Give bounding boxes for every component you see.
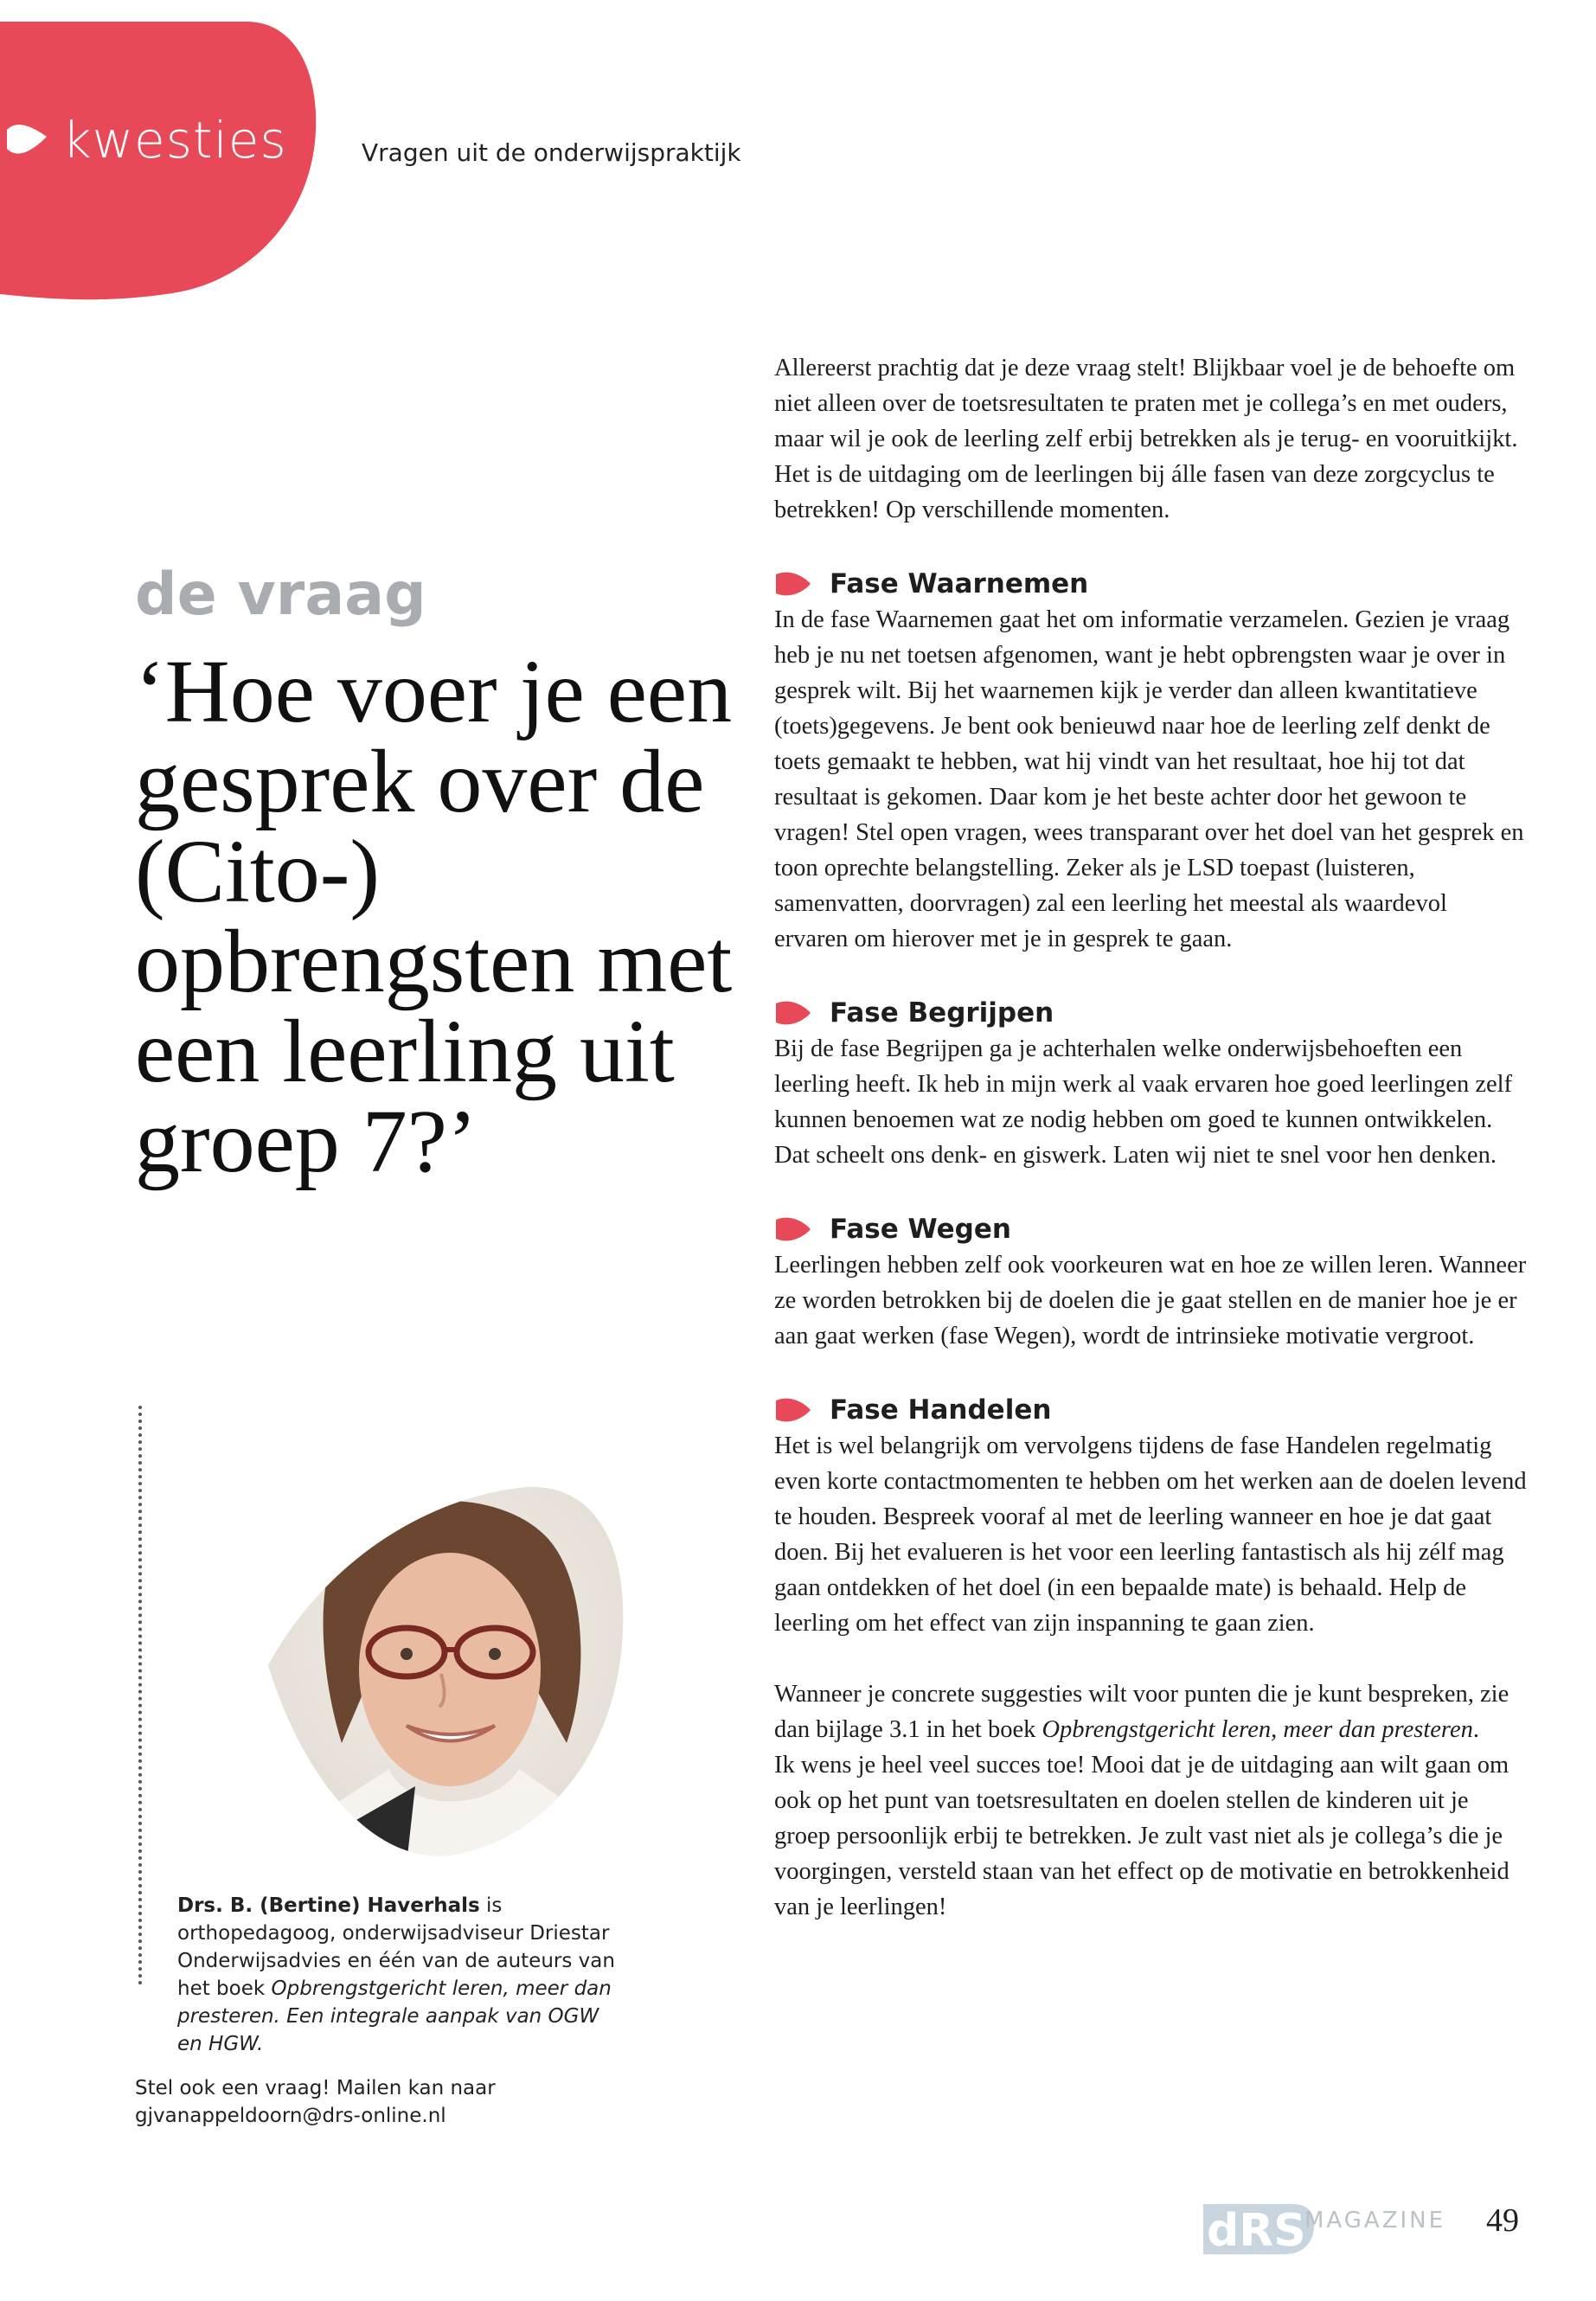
leaf-bullet-icon [776, 1397, 811, 1423]
phase-title: Fase Handelen [830, 1394, 1052, 1426]
portrait-photo [268, 1484, 631, 1864]
answer-closing [774, 1676, 1527, 1747]
phase-text: In de fase Waarnemen gaat het om informatie verzamelen. Gezien je vraag heb je nu net toetsen afgenomen, want je hebt opbrengsten waar je over in gesprek wilt. Bij het waarnemen kijk je verder dan alleen kwantitatieve (toets)gegevens. Je bent ook benieuwd naar hoe de leerling zelf denkt de toets gemaakt te hebben, wat hij vindt van het resultaat, hoe hij tot dat resultaat is gekomen. Daar kom je het beste achter door het gewoon te vragen! Stel open vragen, wees transparant over het doel van het gesprek en toon oprechte belangstelling. Zeker als je LSD toepast (luisteren, samenvatten, doorvragen) zal een leerling het meestal als waardevol ervaren om hierover met je in gesprek te gaan. [774, 606, 1524, 952]
dotted-divider [138, 1406, 142, 1985]
contact-text: Stel ook een vraag! Mailen kan naar [135, 2077, 496, 2099]
closing-end: . [1472, 1716, 1479, 1743]
phase-heading [774, 995, 1527, 1031]
author-name: Drs. B. (Bertine) Haverhals [177, 1894, 480, 1917]
phase-text: Het is wel belangrijk om vervolgens tijdens de fase Handelen regelmatig even korte contactmomenten te hebben om het werken aan de doelen levend te houden. Bespreek vooraf al met de leerling wanneer en hoe je dat gaat doen. Bij het evalueren is het voor een leerling fantastisch als hij zélf mag gaan ontdekken of het doel (in een bepaalde mate) is behaald. Help de leerling om het effect van zijn inspanning te gaan zien. [774, 1433, 1527, 1637]
contact-email[interactable]: gjvanappeldoorn@drs-online.nl [135, 2105, 446, 2127]
phase-title: Fase Wegen [830, 1214, 1011, 1245]
answer-intro-1: Allereerst prachtig dat je deze vraag stelt! Blijkbaar voel je de behoefte om niet alleen over de toetsresultaten te praten met je collega’s en met ouders, maar wil je ook de leerling zelf erbij betrekken als je terug- en vooruitkijkt. [774, 355, 1518, 452]
page-number: 49 [1486, 2202, 1519, 2239]
phase-title: Fase Begrijpen [830, 997, 1054, 1029]
author-bio-text: is orthopedagoog, onderwijsadviseur Driestar Onderwijsadvies en één van de auteurs van het boek [177, 1894, 615, 2000]
author-bio [177, 1892, 619, 2058]
phase-text: Bij de fase Begrijpen ga je achterhalen welke onderwijsbehoeften een leerling heeft. Ik heb in mijn werk al vaak ervaren hoe goed leerlingen zelf kunnen benoemen wat ze nodig hebben om goed te kunnen ontwikkelen. Dat scheelt ons denk- en giswerk. Laten wij niet te snel voor hen denken. [774, 1035, 1513, 1169]
logo-magazine-text: MAGAZINE [1304, 2208, 1446, 2234]
section-subtitle: Vragen uit de onderwijspraktijk [362, 138, 741, 167]
question-text: ‘Hoe voer je een gesprek over de (Cito-) opbrengsten met een leerling uit groep 7?’ [135, 642, 733, 1191]
question-label: de vraag [135, 561, 426, 629]
phase-heading [774, 566, 1527, 602]
logo-main-text: dRS [1207, 2205, 1306, 2257]
answer-final: Ik wens je heel veel succes toe! Mooi dat je de uitdaging aan wilt gaan om ook op het punt van toetsresultaten en doelen stellen de kinderen uit je groep persoonlijk erbij te betrekken. Je zult vast niet als je collega’s die je voorgingen, versteld staan van het effect op de motivatie en betrokkenheid van je leerlingen! [774, 1752, 1509, 1920]
author-book-title: Opbrengstgericht leren, meer dan presteren. Een integrale aanpak van OGW en HGW. [177, 1977, 612, 2055]
phase-heading [774, 1211, 1527, 1247]
phase-title: Fase Waarnemen [830, 568, 1089, 599]
leaf-bullet-icon [776, 571, 811, 597]
phase-text: Leerlingen hebben zelf ook voorkeuren wat en hoe ze willen leren. Wanneer ze worden betrokken bij de doelen die je gaat stellen en de manier hoe je er aan gaat werken (fase Wegen), wordt de intrinsieke motivatie vergroot. [774, 1252, 1527, 1349]
closing-text: Wanneer je concrete suggesties wilt voor punten die je kunt bespreken, zie dan bijlage 3.1 in het boek [774, 1681, 1509, 1743]
section-label: kwesties [62, 111, 287, 170]
leaf-bullet-icon [776, 1216, 811, 1242]
leaf-bullet-icon [776, 1000, 811, 1026]
closing-book-title: Opbrengstgericht leren, meer dan presteren [1042, 1716, 1473, 1743]
contact-block [135, 2074, 619, 2130]
phase-heading [774, 1392, 1527, 1428]
answer-intro-2: Het is de uitdaging om de leerlingen bij álle fasen van deze zorgcyclus te betrekken! Op verschillende momenten. [774, 461, 1495, 523]
answer-column [774, 350, 1527, 1925]
